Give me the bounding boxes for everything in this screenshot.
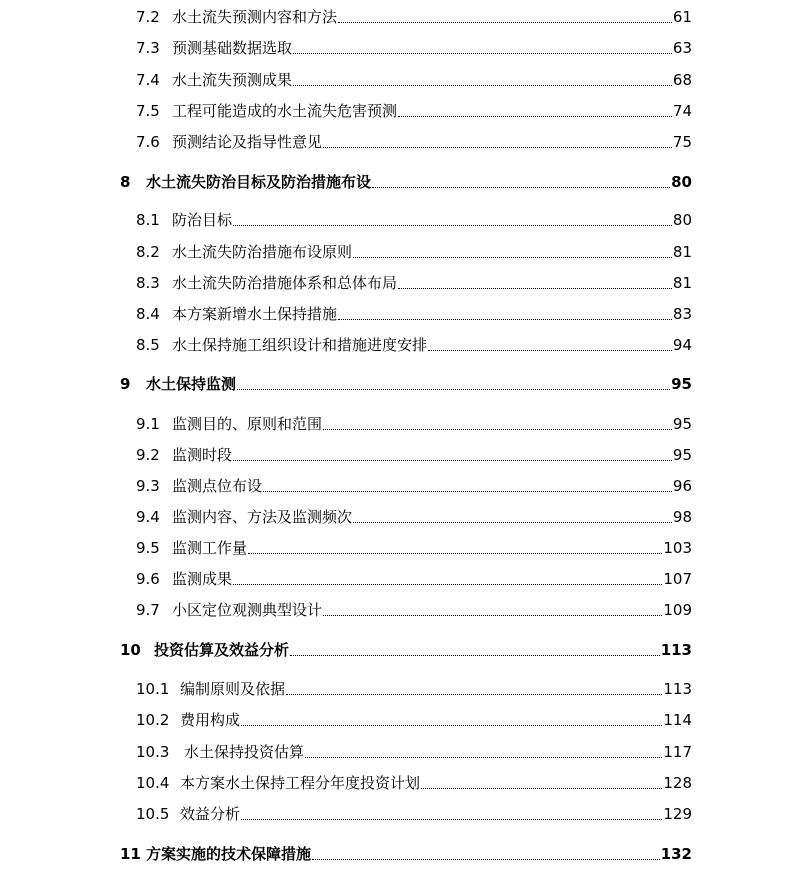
toc-entry-title: 水土保持施工组织设计和措施进度安排 [172,336,428,354]
toc-entry[interactable] [136,5,692,27]
toc-entry-title: 水土流失预测内容和方法 [172,8,338,26]
toc-entry-page: 95 [672,415,692,433]
toc-entry-title: 监测点位布设 [172,477,263,495]
toc-entry-page: 74 [672,102,692,120]
toc-entry[interactable] [136,271,692,293]
toc-entry-title: 水土流失预测成果 [172,71,293,89]
toc-entry-number: 9.5 [136,539,160,557]
toc-entry-page: 128 [663,774,692,792]
dot-leader [241,819,662,820]
toc-entry-number: 7.6 [136,133,160,151]
toc-entry-title: 水土流失防治措施布设原则 [172,243,353,261]
toc-chapter-number: 8 [120,173,131,191]
toc-entry[interactable] [136,130,692,152]
dot-leader [293,85,672,86]
toc-entry-number: 7.5 [136,102,160,120]
toc-entry-number: 10.4 [136,774,170,792]
toc-entry[interactable] [136,36,692,58]
toc-entry-title: 小区定位观测典型设计 [172,601,323,619]
dot-leader [233,460,672,461]
toc-entry-number: 9.2 [136,446,160,464]
toc-entry-title: 费用构成 [180,711,241,729]
toc-entry[interactable] [136,708,692,730]
toc-entry-number: 8.1 [136,211,160,229]
toc-entry-title: 防治目标 [172,211,233,229]
toc-entry-page: 75 [672,133,692,151]
dot-leader [398,288,672,289]
toc-entry[interactable] [136,240,692,262]
toc-entry-title: 监测目的、原则和范围 [172,415,323,433]
dot-leader [263,491,672,492]
toc-entry[interactable] [136,474,692,496]
toc-entry[interactable] [136,412,692,434]
toc-chapter-title: 方案实施的技术保障措施 [146,845,312,863]
toc-chapter-number: 9 [120,375,131,393]
toc-entry-number: 8.5 [136,336,160,354]
toc-chapter-page: 113 [660,641,692,659]
toc-chapter-title: 投资估算及效益分析 [154,641,290,659]
toc-entry-title: 效益分析 [180,805,241,823]
toc-entry-number: 10.2 [136,711,170,729]
toc-entry-title: 工程可能造成的水土流失危害预测 [172,102,398,120]
toc-entry-number: 8.3 [136,274,160,292]
dot-leader [421,788,662,789]
toc-chapter-entry[interactable] [120,638,692,660]
dot-leader [237,389,670,390]
dot-leader [293,53,672,54]
toc-entry-page: 96 [672,477,692,495]
toc-entry-page: 107 [663,570,692,588]
toc-entry-page: 109 [663,601,692,619]
toc-chapter-title: 水土保持监测 [146,375,237,393]
toc-entry-page: 94 [672,336,692,354]
toc-entry[interactable] [136,536,692,558]
toc-entry-number: 8.2 [136,243,160,261]
toc-entry-page: 95 [672,446,692,464]
dot-leader [323,429,672,430]
dot-leader [398,116,672,117]
toc-chapter-title: 水土流失防治目标及防治措施布设 [146,173,372,191]
dot-leader [428,350,672,351]
toc-entry-page: 81 [672,243,692,261]
toc-entry-title: 预测结论及指导性意见 [172,133,323,151]
toc-entry[interactable] [136,740,692,762]
toc-entry-page: 114 [663,711,692,729]
dot-leader [233,584,662,585]
toc-entry[interactable] [136,333,692,355]
toc-entry-number: 9.4 [136,508,160,526]
toc-entry-page: 98 [672,508,692,526]
toc-entry-number: 10.3 [136,743,170,761]
dot-leader [248,553,662,554]
dot-leader [312,859,660,860]
dot-leader [286,694,662,695]
toc-entry-number: 9.7 [136,601,160,619]
toc-chapter-number: 10 [120,641,141,659]
dot-leader [233,225,672,226]
dot-leader [353,522,672,523]
dot-leader [338,319,672,320]
toc-chapter-entry[interactable] [120,170,692,192]
toc-entry-title: 预测基础数据选取 [172,39,293,57]
toc-entry[interactable] [136,99,692,121]
toc-chapter-page: 80 [671,173,692,191]
toc-entry-title: 监测成果 [172,570,233,588]
toc-entry-number: 9.3 [136,477,160,495]
toc-entry-page: 80 [672,211,692,229]
toc-entry-number: 10.1 [136,680,170,698]
toc-chapter-page: 95 [671,375,692,393]
toc-entry-title: 水土保持投资估算 [184,743,305,761]
toc-entry-title: 编制原则及依据 [180,680,286,698]
toc-entry[interactable] [136,771,692,793]
toc-entry-page: 68 [672,71,692,89]
toc-entry[interactable] [136,302,692,324]
dot-leader [305,757,662,758]
toc-entry[interactable] [136,505,692,527]
toc-entry-title: 本方案水土保持工程分年度投资计划 [180,774,421,792]
toc-entry[interactable] [136,598,692,620]
toc-entry-page: 117 [663,743,692,761]
toc-entry-number: 7.4 [136,71,160,89]
dot-leader [323,147,672,148]
toc-entry-number: 9.1 [136,415,160,433]
toc-chapter-number: 11 [120,845,141,863]
dot-leader [372,187,670,188]
toc-entry-page: 81 [672,274,692,292]
toc-entry[interactable] [136,208,692,230]
toc-entry-number: 10.5 [136,805,170,823]
toc-entry-page: 113 [663,680,692,698]
toc-entry-page: 63 [672,39,692,57]
toc-entry-page: 61 [672,8,692,26]
toc-entry-number: 7.2 [136,8,160,26]
dot-leader [241,725,662,726]
toc-chapter-entry[interactable] [120,842,692,864]
toc-entry-title: 水土流失防治措施体系和总体布局 [172,274,398,292]
toc-entry-number: 7.3 [136,39,160,57]
toc-entry[interactable] [136,68,692,90]
dot-leader [290,655,660,656]
toc-entry-page: 83 [672,305,692,323]
toc-chapter-entry[interactable] [120,372,692,394]
toc-entry-page: 129 [663,805,692,823]
dot-leader [338,22,672,23]
toc-entry-title: 监测内容、方法及监测频次 [172,508,353,526]
dot-leader [323,615,662,616]
toc-entry-number: 9.6 [136,570,160,588]
toc-entry-page: 103 [663,539,692,557]
dot-leader [353,257,672,258]
toc-entry-title: 监测工作量 [172,539,248,557]
toc-entry[interactable] [136,802,692,824]
toc-entry[interactable] [136,443,692,465]
toc-entry[interactable] [136,677,692,699]
toc-entry-title: 监测时段 [172,446,233,464]
toc-entry[interactable] [136,567,692,589]
toc-chapter-page: 132 [660,845,692,863]
toc-entry-number: 8.4 [136,305,160,323]
toc-entry-title: 本方案新增水土保持措施 [172,305,338,323]
